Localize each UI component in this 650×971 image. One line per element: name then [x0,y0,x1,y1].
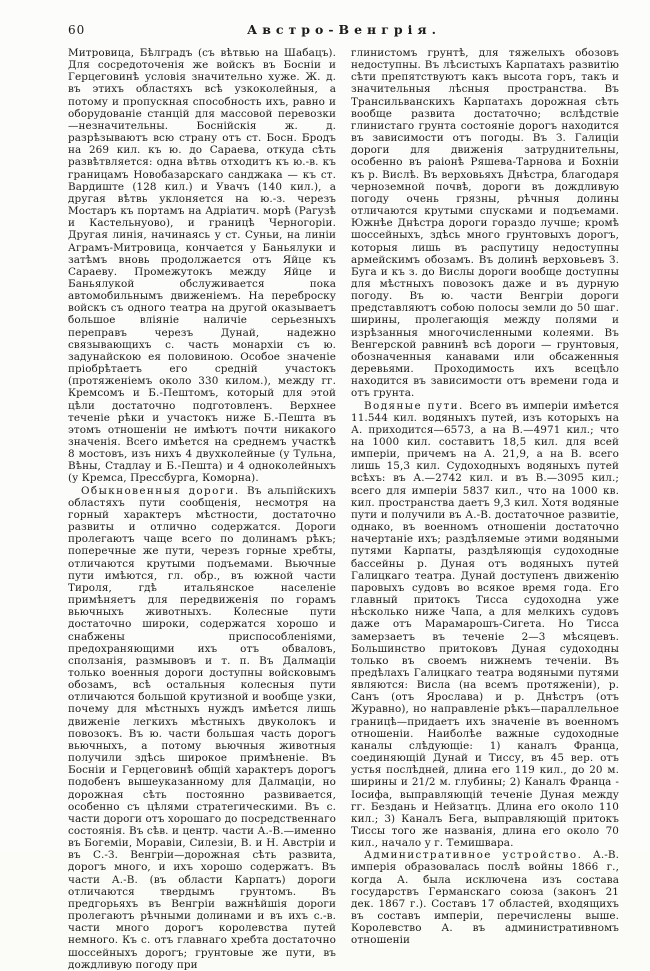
column-right [351,47,619,971]
paragraph: Административное устройство. А.-В. имперія образовалась послѣ войны 1866 г., когда А. была исключена изъ состава государствъ Германскаго союза (законъ 21 дек. 1867 г.). Составъ 17 областей, входящихъ въ составъ имперіи, перечислены выше. Королевство А. въ административномъ отношеніи [351,849,619,947]
paragraph-lead: Обыкновенныя дороги. [81,484,248,497]
text-columns [0,45,650,971]
paragraph: Митровица, Бѣлградъ (съ вѣтвью на Шабацъ). Для сосредоточенія же войскъ въ Босніи и Герцеговинѣ условія значительно хуже. Ж. д. въ этихъ областяхъ всѣ узкоколейныя, а потому и пропускная способность ихъ, равно и оборудованіе станцій для массовой перевозки—незначительны. Боснійскія ж. д. разрѣзываютъ всю страну отъ ст. Босн. Бродъ на 269 кил. къ ю. до Сараева, откуда сѣть развѣтвляется: одна вѣтвь отходитъ къ ю.-в. къ границамъ Новобазарскаго санджака — къ ст. Вардиште (128 кил.) и Увачъ (140 кил.), а другая вѣтвь уклоняется на ю.-з. черезъ Мостаръ къ портамъ на Адріатич. морѣ (Рагузѣ и Кастельнуово), и границѣ Черногоріи. Другая линія, начинаясь у ст. Суньи, на линіи Аграмъ-Митровица, кончается у Баньялуки и затѣмъ вновь продолжается отъ Яйце къ Сараеву. Промежутокъ между Яйце и Баньялукой обслуживается пока автомобильнымъ движеніемъ. На переброску войскъ съ одного театра на другой оказываетъ большое вліяніе наличіе серьезныхъ переправъ черезъ Дунай, надежно связывающихъ с. часть монархіи съ ю. задунайскою ея половиною. Особое значеніе пріобрѣтаетъ его средній участокъ (протяженіемъ около 330 килом.), между гг. Кремсомъ и Б.-Пештомъ, который для этой цѣли достаточно подготовленъ. Верхнее теченіе рѣки и участокъ ниже Б.-Пешта въ этомъ отношеніи не имѣютъ почти никакого значенія. Всего имѣется на среднемъ участкѣ 8 мостовъ, изъ нихъ 4 двухколейные (у Тульна, Вѣны, Стадлау и Б.-Пешта) и 4 одноколейныхъ (у Кремса, Прессбурга, Коморна). [68,47,336,485]
paragraph: Обыкновенныя дороги. Въ альпійскихъ областяхъ пути сообщенія, несмотря на горный характеръ мѣстности, достаточно развиты и отлично содержатся. Дороги пролегаютъ чаще всего по долинамъ рѣкъ; поперечные же пути, черезъ горные хребты, отличаются крутыми подъемами. Вьючные пути имѣются, гл. обр., въ южной части Тироля, гдѣ итальянское населеніе примѣняетъ для передвиженія по горамъ вьючныхъ животныхъ. Колесные пути достаточно широки, содержатся хорошо и снабжены приспособленіями, предохраняющими ихъ отъ обваловъ, сползанія, размывовъ и т. п. Въ Далмаціи только военныя дороги доступны войсковымъ обозамъ, всѣ остальныя колесныя пути отличаются большой крутизной и вообще узки, почему для мѣстныхъ нуждъ имѣется лишь движеніе легкихъ мѣстныхъ двуколокъ и повозокъ. Въ ю. части большая часть дорогъ вьючныхъ, а потому вьючныя животныя получили здѣсь широкое примѣненіе. Въ Босніи и Герцеговинѣ общій характеръ дорогъ подобенъ вышеуказанному для Далмаціи, но дорожная сѣть постоянно развивается, особенно съ цѣлями стратегическими. Въ с. части дороги отъ хорошаго до посредственнаго состоянія. Въ сѣв. и центр. части А.-В.—именно въ Богеміи, Моравіи, Силезіи, В. и Н. Австріи и въ С.-З. Венгріи—дорожная сѣть развита, дорогъ много, и ихъ хорошо содержатъ. Въ части А.-В. (въ области Карпатъ) дороги отличаются твердымъ грунтомъ. Въ предгорьяхъ въ Венгріи важнѣйшія дороги пролегаютъ рѣчными долинами и въ ихъ с.-в. части много дорогъ королевства путей немного. Къ с. отъ главнаго хребта достаточно шоссейныхъ дорогъ; грунтовые же пути, въ дождливую погоду при [68,484,336,971]
running-title: Австро-Венгрія. [247,22,441,37]
column-left [68,47,336,971]
paragraph-lead: Водяные пути. [364,399,470,412]
paragraph: глинистомъ грунтѣ, для тяжелыхъ обозовъ недоступны. Въ лѣсистыхъ Карпатахъ развитію сѣти препятствуютъ какъ высота горъ, такъ и значительныя лѣсныя пространства. Въ Трансильванскихъ Карпатахъ дорожная сѣть вообще развита достаточно; вслѣдствіе глинистаго грунта состояніе дорогъ находится въ зависимости отъ погоды. Въ З. Галиціи дороги для движенія затруднительны, особенно въ раіонѣ Ряшева-Тарнова и Бохніи къ р. Вислѣ. Въ верховьяхъ Днѣстра, благодаря черноземной почвѣ, дороги въ дождливую погоду очень грязны, рѣчныя долины отличаются крутыми спусками и подъемами. Южнѣе Днѣстра дороги гораздо лучше; кромѣ шоссейныхъ, здѣсь много грунтовыхъ дорогъ, которыя лишь въ распутицу недоступны армейскимъ обозамъ. Въ долинѣ верховьевъ З. Буга и къ з. до Вислы дороги вообще доступны для мѣстныхъ повозокъ даже и въ дурную погоду. Въ ю. части Венгріи дороги представляютъ собою полосы земли до 50 шаг. ширины, пролегающія между полями и изрѣзанныя многочисленными колеями. Въ Венгерской равнинѣ всѣ дороги — грунтовыя, обозначенныя канавами или обсаженныя деревьями. Проходимость ихъ всецѣло находится въ зависимости отъ времени года и отъ грунта. [351,47,619,400]
paragraph: Водяные пути. Всего въ имперіи имѣется 11.544 кил. водяныхъ путей, изъ которыхъ на А. приходится—6573, а на В.—4971 кил.; что на 1000 кил. составитъ 18,5 кил. для всей имперіи, причемъ на А. 21,9, а на В. всего лишь 15,3 кил. Судоходныхъ водяныхъ путей всѣхъ: въ А.—2742 кил. и въ В.—3095 кил.; всего для имперіи 5837 кил., что на 1000 кв. кил. пространства даетъ 9,3 кил. Хотя водяные пути и получили въ А.-В. достаточное развитіе, однако, въ военномъ отношеніи достаточно начертаніе ихъ; раздѣляемые этими водяными путями Карпаты, раздѣляющія судоходные бассейны р. Дуная отъ водяныхъ путей Галицкаго театра. Дунай доступенъ движенію паровыхъ судовъ во всякое время года. Его главный притокъ Тисса судоходна уже нѣсколько ниже Чапа, а для мелкихъ судовъ даже отъ Марамарошъ-Сигета. Но Тисса замерзаетъ въ теченіе 2—3 мѣсяцевъ. Большинство притоковъ Дуная судоходны только въ своемъ нижнемъ теченіи. Въ предѣлахъ Галицкаго театра водяными путями являются: Висла (на всемъ протяженіи), р. Санъ (отъ Ярослава) и р. Днѣстръ (отъ Журавно), но направленіе рѣкъ—параллельное границѣ—придаетъ ихъ значеніе въ военномъ отношеніи. Наиболѣе важные судоходные каналы слѣдующіе: 1) каналъ Франца, соединяющій Дунай и Тиссу, въ 45 вер. отъ устья послѣдней, длина его 119 кил., до 20 м. ширины и 21/2 м. глубины; 2) Каналъ Франца - Іосифа, выправляющій теченіе Дуная между гг. Бездань и Нейзатцъ. Длина его около 110 кил.; 3) Каналъ Бега, выправляющій притокъ Тиссы того же названія, длина его около 70 кил., начало у г. Темишвара. [351,399,619,850]
page-number: 60 [68,23,86,37]
paragraph-lead: Административное устройство. [364,849,593,862]
page-header [0,0,650,45]
